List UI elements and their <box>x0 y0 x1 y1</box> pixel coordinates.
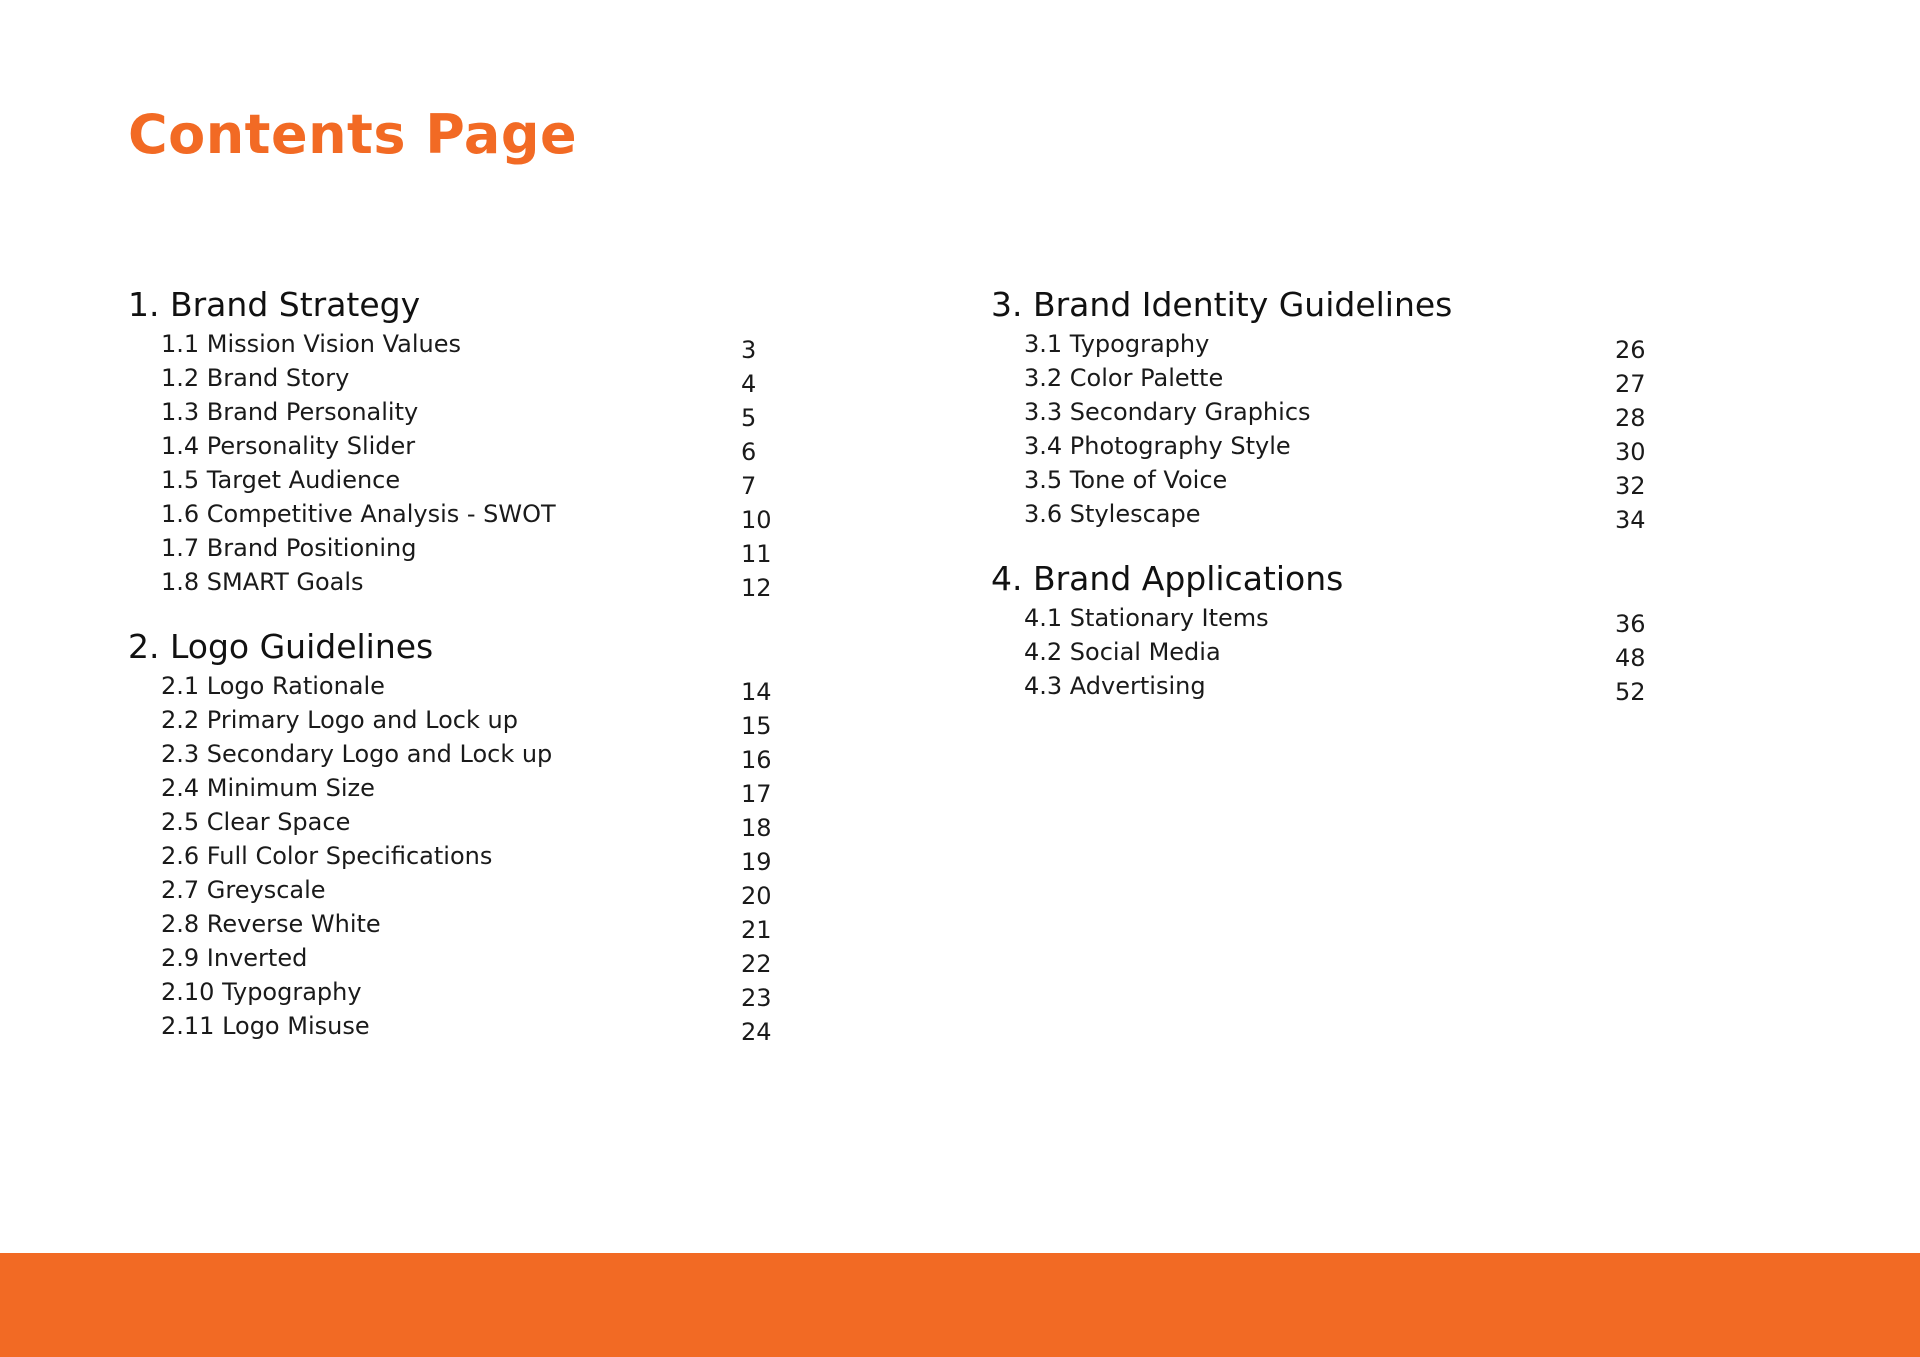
toc-entry-label: 3.6 Stylescape <box>1024 500 1201 528</box>
toc-entry-label: 3.2 Color Palette <box>1024 364 1224 392</box>
toc-entry-label: 1.2 Brand Story <box>161 364 350 392</box>
section-heading: 1. Brand Strategy <box>128 285 421 324</box>
toc-entry <box>128 976 772 1012</box>
toc-list <box>128 328 772 602</box>
section-heading: 4. Brand Applications <box>991 559 1344 598</box>
toc-entry-page: 6 <box>741 438 757 466</box>
toc-entry-page: 34 <box>1615 506 1646 534</box>
toc-entry <box>991 362 1646 398</box>
toc-entry-page: 28 <box>1615 404 1646 432</box>
toc-entry-page: 11 <box>741 540 772 568</box>
toc-entry <box>128 362 757 398</box>
toc-section-brand-applications <box>991 556 1646 706</box>
toc-entry-label: 2.3 Secondary Logo and Lock up <box>161 740 553 768</box>
toc-entry-page: 26 <box>1615 336 1646 364</box>
toc-entry-page: 16 <box>741 746 772 774</box>
toc-entry <box>128 772 772 808</box>
toc-entry-label: 3.1 Typography <box>1024 330 1210 358</box>
toc-entry-label: 2.11 Logo Misuse <box>161 1012 370 1040</box>
toc-entry <box>128 430 757 466</box>
toc-entry-page: 18 <box>741 814 772 842</box>
toc-entry-label: 1.7 Brand Positioning <box>161 534 417 562</box>
toc-entry-label: 2.9 Inverted <box>161 944 308 972</box>
footer-accent-bar <box>0 1253 1920 1357</box>
toc-entry-label: 2.8 Reverse White <box>161 910 381 938</box>
toc-entry-label: 1.1 Mission Vision Values <box>161 330 462 358</box>
toc-entry-page: 30 <box>1615 438 1646 466</box>
toc-entry-label: 3.3 Secondary Graphics <box>1024 398 1311 426</box>
toc-section-brand-strategy <box>128 282 772 602</box>
toc-entry-page: 24 <box>741 1018 772 1046</box>
toc-entry-page: 15 <box>741 712 772 740</box>
toc-entry <box>991 464 1646 500</box>
toc-list <box>128 670 772 1046</box>
toc-entry <box>991 602 1646 638</box>
toc-entry-label: 1.3 Brand Personality <box>161 398 419 426</box>
toc-entry <box>991 328 1646 364</box>
toc-entry-page: 20 <box>741 882 772 910</box>
toc-entry-label: 2.6 Full Color Specifications <box>161 842 493 870</box>
toc-list <box>991 328 1646 534</box>
toc-section-logo-guidelines <box>128 624 772 1046</box>
toc-list <box>991 602 1646 706</box>
toc-entry-page: 36 <box>1615 610 1646 638</box>
toc-entry-page: 17 <box>741 780 772 808</box>
toc-entry-page: 14 <box>741 678 772 706</box>
toc-entry-page: 7 <box>741 472 757 500</box>
toc-entry-label: 3.4 Photography Style <box>1024 432 1291 460</box>
toc-entry-page: 10 <box>741 506 772 534</box>
toc-entry <box>128 908 772 944</box>
toc-entry <box>128 738 772 774</box>
toc-entry-page: 23 <box>741 984 772 1012</box>
toc-entry-label: 1.5 Target Audience <box>161 466 401 494</box>
toc-entry-page: 22 <box>741 950 772 978</box>
toc-entry-page: 32 <box>1615 472 1646 500</box>
section-heading: 3. Brand Identity Guidelines <box>991 285 1453 324</box>
toc-entry-page: 48 <box>1615 644 1646 672</box>
toc-entry-label: 1.6 Competitive Analysis - SWOT <box>161 500 556 528</box>
toc-entry <box>128 874 772 910</box>
toc-entry-page: 21 <box>741 916 772 944</box>
page-title: Contents Page <box>128 103 578 166</box>
toc-entry-label: 2.5 Clear Space <box>161 808 351 836</box>
toc-entry-page: 3 <box>741 336 757 364</box>
toc-entry-label: 2.4 Minimum Size <box>161 774 375 802</box>
toc-entry-page: 12 <box>741 574 772 602</box>
toc-entry <box>128 328 757 364</box>
toc-entry <box>128 498 772 534</box>
toc-entry-page: 19 <box>741 848 772 876</box>
toc-entry <box>128 704 772 740</box>
toc-entry-page: 5 <box>741 404 757 432</box>
toc-entry-page: 27 <box>1615 370 1646 398</box>
toc-entry <box>991 430 1646 466</box>
section-heading: 2. Logo Guidelines <box>128 627 434 666</box>
toc-entry <box>991 396 1646 432</box>
toc-entry <box>128 806 772 842</box>
toc-entry <box>128 670 772 706</box>
toc-entry-label: 2.10 Typography <box>161 978 362 1006</box>
toc-entry <box>991 498 1646 534</box>
toc-entry-label: 4.2 Social Media <box>1024 638 1221 666</box>
toc-entry <box>128 532 772 568</box>
toc-entry-page: 52 <box>1615 678 1646 706</box>
toc-entry <box>128 942 772 978</box>
toc-entry <box>128 464 757 500</box>
toc-entry-label: 4.1 Stationary Items <box>1024 604 1269 632</box>
toc-entry-label: 1.4 Personality Slider <box>161 432 416 460</box>
toc-entry-label: 3.5 Tone of Voice <box>1024 466 1228 494</box>
toc-entry <box>128 840 772 876</box>
toc-entry-label: 2.2 Primary Logo and Lock up <box>161 706 518 734</box>
toc-entry-label: 4.3 Advertising <box>1024 672 1206 700</box>
toc-entry-label: 2.1 Logo Rationale <box>161 672 385 700</box>
toc-entry-label: 1.8 SMART Goals <box>161 568 364 596</box>
toc-entry <box>128 1010 772 1046</box>
toc-entry <box>991 670 1646 706</box>
toc-section-brand-identity-guidelines <box>991 282 1646 534</box>
toc-entry-label: 2.7 Greyscale <box>161 876 326 904</box>
toc-entry <box>128 396 757 432</box>
toc-entry <box>128 566 772 602</box>
toc-entry <box>991 636 1646 672</box>
toc-entry-page: 4 <box>741 370 757 398</box>
